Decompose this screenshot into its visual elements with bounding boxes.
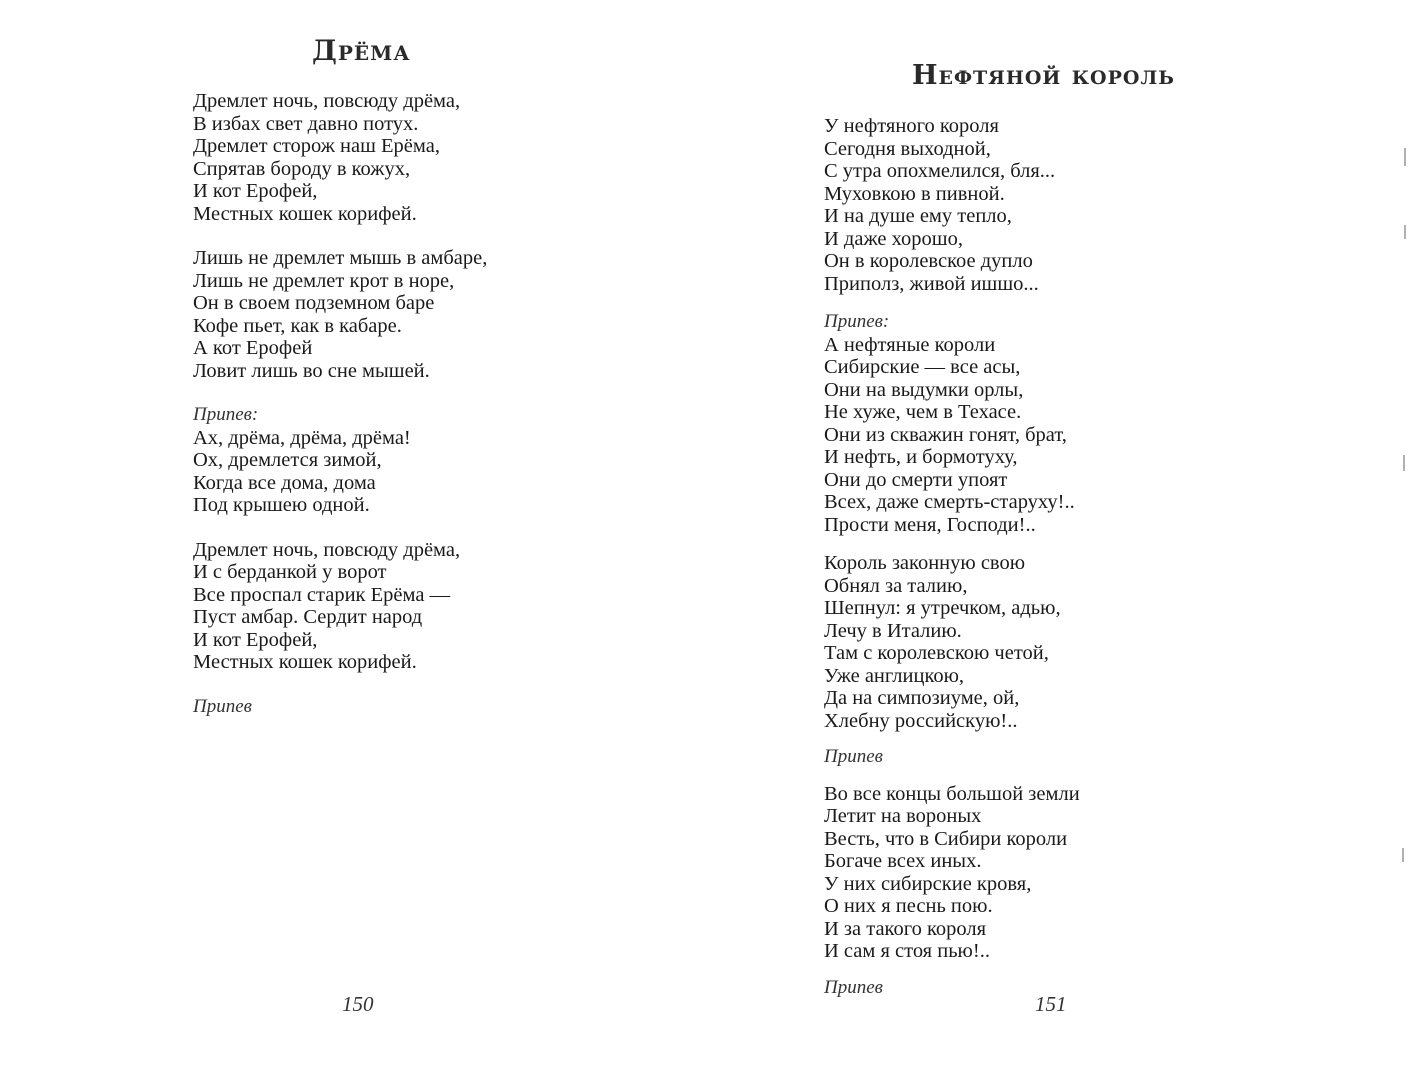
verse-line: Всех, даже смерть-старуху!.. xyxy=(824,491,1075,513)
verse-line: Лишь не дремлет мышь в амбаре, xyxy=(193,247,488,269)
verse-line: Сибирские — все асы, xyxy=(824,356,1021,378)
stanza xyxy=(824,783,1344,963)
verse-line: Уже англицкою, xyxy=(824,664,965,687)
verse-line: Они до смерти упоят xyxy=(824,468,1008,491)
verse-line: Богаче всех иных. xyxy=(824,850,982,872)
chorus-label: Припев: xyxy=(193,404,259,425)
edge-mark xyxy=(1403,455,1405,471)
verse-line: Ах, дрёма, дрёма, дрёма! xyxy=(193,426,411,449)
verse-line: С утра опохмелился, бля... xyxy=(824,160,1056,182)
verse-line: Они из скважин гонят, брат, xyxy=(824,423,1067,446)
verse-line: Все проспал старик Ерёма — xyxy=(193,583,451,606)
chorus-stanza xyxy=(824,311,1344,536)
verse-line: Муховкою в пивной. xyxy=(824,182,1005,205)
verse-line: Он в своем подземном баре xyxy=(193,292,435,314)
chorus-stanza xyxy=(193,404,673,517)
verse-line: В избах свет давно потух. xyxy=(193,112,419,135)
verse-line: У них сибирские кровя, xyxy=(824,872,1032,895)
verse-line: Он в королевское дупло xyxy=(824,250,1033,272)
edge-mark xyxy=(1404,148,1406,166)
verse-line: Сегодня выходной, xyxy=(824,137,991,160)
chorus-label: Припев: xyxy=(824,311,890,332)
page-number: 150 xyxy=(342,992,374,1016)
stanza xyxy=(824,552,1344,732)
verse-line: Хлебну российскую!.. xyxy=(824,709,1018,732)
verse-line: И за такого короля xyxy=(824,917,987,940)
verse-line: И даже хорошо, xyxy=(824,227,963,250)
verse-line: Приполз, живой ишшо... xyxy=(824,272,1039,295)
stanza xyxy=(193,90,673,225)
verse-line: Король законную свою xyxy=(824,552,1026,574)
chorus-reference: Припев xyxy=(193,695,252,717)
verse-line: Местных кошек корифей. xyxy=(193,651,417,673)
verse-line: Весть, что в Сибири короли xyxy=(824,827,1068,850)
verse-line: Под крышею одной. xyxy=(193,494,370,516)
verse-line: Пуст амбар. Сердит народ xyxy=(193,606,423,628)
verse-line: Во все концы большой земли xyxy=(824,782,1080,805)
page-number: 151 xyxy=(1035,992,1067,1016)
verse-line: Дремлет ночь, повсюду дрёма, xyxy=(193,538,461,561)
left-page xyxy=(0,0,707,1080)
verse-line: И кот Ерофей, xyxy=(193,180,318,202)
verse-line: Дремлет сторож наш Ерёма, xyxy=(193,135,440,157)
edge-mark xyxy=(1404,225,1406,239)
verse-line: Дремлет ночь, повсюду дрёма, xyxy=(193,90,461,112)
chorus-reference: Припев xyxy=(824,976,883,998)
verse-line: Да на симпозиуме, ой, xyxy=(824,687,1020,709)
verse-line: А нефтяные короли xyxy=(824,333,996,356)
verse-line: Лечу в Италию. xyxy=(824,619,962,642)
verse-line: И нефть, и бормотуху, xyxy=(824,446,1018,468)
poem-body xyxy=(193,90,673,740)
chorus-reference: Припев xyxy=(824,746,883,767)
verse-line: Местных кошек корифей. xyxy=(193,202,417,225)
verse-line: Не хуже, чем в Техасе. xyxy=(824,401,1022,423)
verse-line: И сам я стоя пью!.. xyxy=(824,940,990,962)
verse-line: Когда все дома, дома xyxy=(193,471,376,494)
stanza xyxy=(193,539,673,674)
verse-line: Они на выдумки орлы, xyxy=(824,378,1024,401)
verse-line: Летит на вороных xyxy=(824,805,982,827)
edge-mark xyxy=(1402,848,1404,862)
verse-line: Обнял за талию, xyxy=(824,574,968,597)
verse-line: Лишь не дремлет крот в норе, xyxy=(193,269,455,292)
verse-line: Ловит лишь во сне мышей. xyxy=(193,359,430,382)
poem-title: Нефтяной король xyxy=(912,60,1175,91)
verse-line: О них я песнь пою. xyxy=(824,895,993,917)
verse-line: А кот Ерофей xyxy=(193,337,313,359)
poem-body xyxy=(824,115,1344,1021)
right-page xyxy=(707,0,1415,1080)
verse-line: Шепнул: я утречком, адью, xyxy=(824,597,1061,619)
verse-line: Прости меня, Господи!.. xyxy=(824,513,1036,536)
verse-line: У нефтяного короля xyxy=(824,115,999,137)
verse-line: Спрятав бороду в кожух, xyxy=(193,157,411,180)
verse-line: Ох, дремлется зимой, xyxy=(193,449,382,471)
verse-line: И на душе ему тепло, xyxy=(824,205,1012,227)
verse-line: Там с королевскою четой, xyxy=(824,642,1049,664)
verse-line: И кот Ерофей, xyxy=(193,628,318,651)
stanza xyxy=(193,247,673,382)
poem-title: Дрёма xyxy=(312,34,411,67)
verse-line: И с берданкой у ворот xyxy=(193,561,387,583)
verse-line: Кофе пьет, как в кабаре. xyxy=(193,314,402,337)
stanza xyxy=(824,115,1344,295)
